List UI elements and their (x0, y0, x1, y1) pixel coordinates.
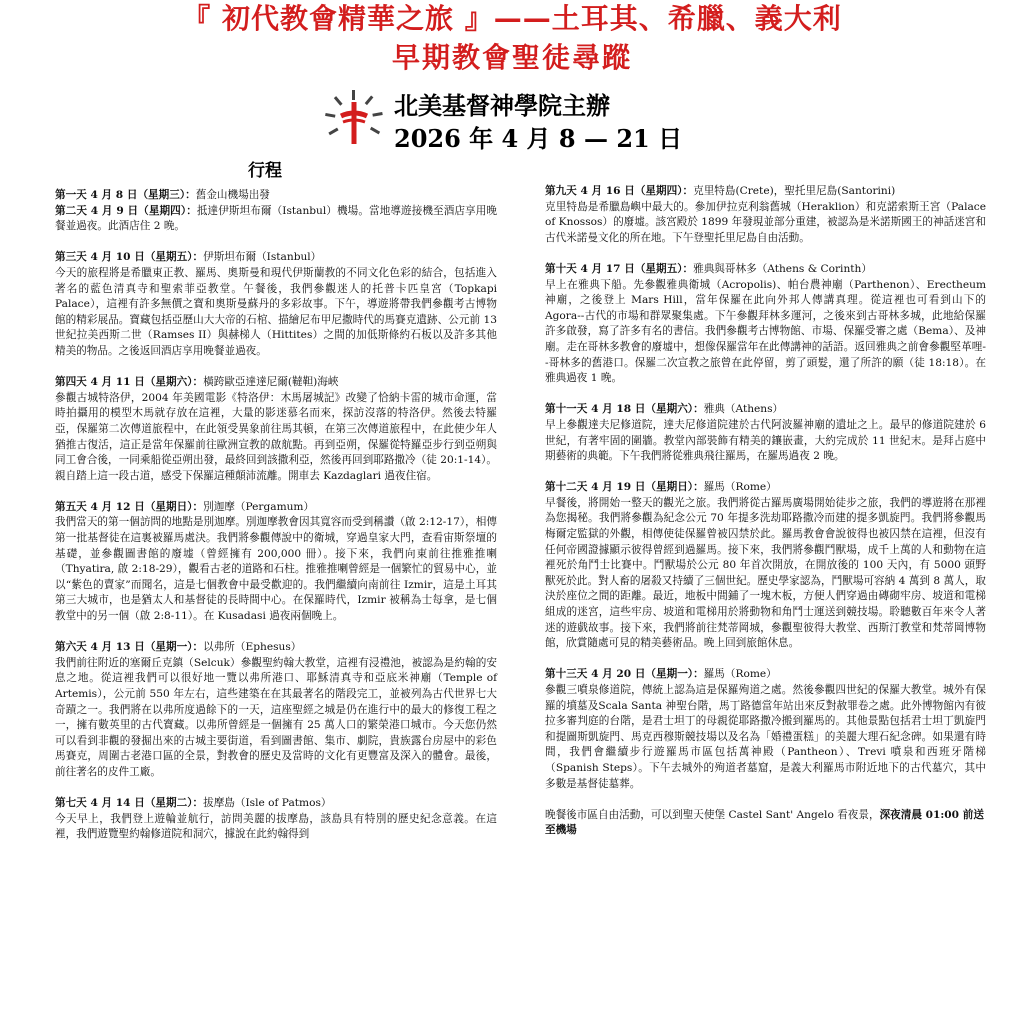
day-description: 參觀三噴泉修道院，傳統上認為這是保羅殉道之處。然後參觀四世紀的保羅大教堂。城外有保羅的墳墓及Scala Santa 神聖台階，馬丁路德當年站出來反對赦罪卷之處。此外博物館內有彼拉多審判庭的台階，是君士坦丁的母親從耶路撒冷搬到羅馬的。其他景點包括君士坦丁凱旋門和提圖斯凱旋門、馬克西穆斯競技場以及名為「婚禮蛋糕」的美麗大理石紀念碑。如果還有時間，我們會繼續步行遊羅馬市區包括萬神殿（Pantheon）、Trevi 噴泉和西班牙階梯（Spanish Steps）。下午去城外的殉道者墓窟，是義大利羅馬市附近地下的古代墓穴，其中多數是基督徒墓葬。 (545, 684, 986, 790)
day-description: 早上參觀達夫尼修道院，達夫尼修道院建於古代阿波羅神廟的遺址之上。最早的修道院建於 6 世紀，有著牢固的圍牆。教堂內部裝飾有精美的鑲嵌畫，大約完成於 11 世紀末。是拜占庭中期藝術的典範。下午我們將從雅典飛往羅馬，在羅馬過夜 2 晚。 (545, 418, 986, 463)
day-place: 別迦摩（Pergamum） (203, 500, 315, 513)
itinerary-column-left (55, 188, 497, 859)
day-description: 我們前往附近的塞爾丘克鎮（Selcuk）參觀聖約翰大教堂，這裡有浸禮池，被認為是約翰的安息之地。從這裡我們可以很好地一覽以弗所港口、耶穌清真寺和亞底米神廟（Temple of Artemis），公元前 550 年左右，這些建築在在其最著名的階段完工，並被列為古代世界七大奇蹟之一。我們將在以弗所度過餘下的一天，這座聖經之城是仍在進行中的最大的修復工程之一，擁有數英里的古代寶藏。以弗所曾經是一個擁有 25 萬人口的繁榮港口城市。今天您仍然可以看到非觀的發掘出來的古城主要街道，看到圖書館、集市、劇院，貴族露台房屋中的彩色馬賽克，周圍古老港口區的全景，對教會的歷史及當時的文化有更豐富及深入的體會。最後，前往著名的皮件工廠。 (55, 656, 497, 778)
day-date: 第五天 4 月 12 日（星期日）： (55, 500, 204, 513)
day-date: 第十一天 4 月 18 日（星期六）： (545, 403, 704, 416)
day-1 (55, 188, 497, 204)
day-2 (55, 204, 497, 235)
day-place: 羅馬（Rome） (703, 481, 777, 494)
closing-note (545, 808, 986, 839)
day-place: 伊斯坦布爾（Istanbul） (203, 251, 322, 264)
day-description: 早上在雅典下船。先參觀雅典衛城（Acropolis)、帕台農神廟（Parthenon）、Erectheum 神廟，之後登上 Mars Hill，當年保羅在此向外邦人傳講真理。從這裡也可看到山下的 Agora--古代的市場和群眾聚集處。下午參觀拜林多運河，之後來到古哥林多城，此地給保羅許多啟發，寫了許多有名的書信。我們參觀考古博物館、市場、保羅受審之處（Bema）、及神廟。走在哥林多教會的廢墟中，想像保羅當年在此傳講神的話語。返回雅典之前會參觀堅革哩--哥林多的舊港口。保羅二次宣教之旅曾在此停留，剪了頭髮，還了所許的願（徒 18:18）。在雅典過夜 1 晚。 (545, 278, 986, 385)
day-10 (545, 262, 986, 387)
day-12 (545, 480, 986, 652)
day-description: 參觀古城特洛伊，2004 年美國電影《特洛伊：木馬屠城記》改變了恰納卡雷的城市命運，當時拍攝用的模型木馬就存放在這裡，大量的影迷慕名而來，探訪沒落的特洛伊。然後去特羅亞，保羅第二次傳道旅程中，在此領受異象前往馬其頓，在第三次傳道旅程中，在此使少年人猶推古復活，這正是當年保羅前往歐洲宣教的啟航點。再到亞朔，保羅從特羅亞步行到亞朔與同工會合後，一同乘船從亞朔出發，最終回到該撒利亞，然後再回到耶路撒冷（徒 20:1-14）。親自踏上這一段古道，感受下保羅這種顛沛流離。開車去 Kazdaglari 過夜住宿。 (55, 391, 497, 482)
day-description: 克里特島是希臘島嶼中最大的。參加伊拉克利翁舊城（Heraklion）和克諾索斯王宮（Palace of Knossos）的廢墟。該宮殿於 1899 年發現並部分重建，被認為是米諾斯國王的神話迷宮和古代米諾曼文化的所在地。下午登聖托里尼島自由活動。 (545, 200, 986, 244)
day-description: 早餐後，將開始一整天的觀光之旅。我們將從古羅馬廣場開始徒步之旅，我們的導遊將在那裡為您揭秘。我們將參觀為紀念公元 70 年提多洗劫耶路撒冷而建的提多凱旋門。我們將參觀馬梅爾定監獄的外觀，相傳使徒保羅曾被囚禁於此。羅馬教會會說彼得也被囚禁在這裡，但沒有任何帝國證據顯示彼得曾經到過羅馬。接下來，我們將參觀鬥獸場，成千上萬的人和動物在這裡死於角鬥士比賽中。鬥獸場於公元 80 年首次開放，在開放後的 100 天內，有 5000 頭野獸死於此。對人畜的屠殺又持續了三個世紀。歷史學家認為，鬥獸場可容納 4 萬到 8 萬人，取決於座位之間的距離。最近，地板中間鋪了一塊木板，方便人們穿過由磚砌牢房、坡道和電梯組成的迷宮，這些牢房、坡道和電梯用於將動物和角鬥士運送到競技場。聆聽數百年來令人著迷的遊戲故事。接下來，我們將前往梵蒂岡城，參觀聖彼得大教堂、西斯汀教堂和梵蒂岡博物館，欣賞隨處可見的精美藝術品。晚上回到旅館休息。 (545, 496, 986, 650)
day-place: 抵達伊斯坦布爾（Istanbul）機場。當地導遊接機至酒店享用晚餐並過夜。此酒店住 2 晚。 (55, 204, 497, 233)
day-place: 舊金山機場出發 (195, 189, 270, 201)
page-subtitle: 早期教會聖徒尋蹤 (391, 41, 632, 74)
day-place: 羅馬（Rome） (703, 668, 777, 681)
day-date: 第三天 4 月 10 日（星期五）： (55, 251, 204, 264)
day-description: 今天早上，我們登上遊輪並航行，訪問美麗的拔摩島，該島具有特別的歷史紀念意義。在這裡，我們遊覽聖約翰修道院和洞穴，據說在此約翰得到 (55, 812, 497, 841)
day-date: 第一天 4 月 8 日（星期三）： (55, 189, 196, 201)
day-place: 以弗所（Ephesus） (203, 641, 302, 654)
day-date: 第七天 4 月 14 日（星期二）： (55, 797, 204, 810)
day-place: 橫跨歐亞達達尼爾(韃靼)海峽 (203, 376, 339, 389)
itinerary-column-right (545, 184, 986, 839)
day-date: 第十三天 4 月 20 日（星期一）： (545, 668, 704, 681)
seminary-logo-icon (323, 88, 385, 150)
day-place: 雅典與哥林多（Athens & Corinth） (693, 262, 872, 275)
day-place: 雅典（Athens） (703, 403, 784, 416)
itinerary-heading: 行程 (248, 161, 282, 181)
day-4 (55, 375, 497, 484)
day-place: 克里特島(Crete)，聖托里尼島(Santorini) (693, 185, 896, 197)
day-11 (545, 402, 986, 464)
day-date: 第十天 4 月 17 日（星期五）： (545, 262, 694, 275)
day-place: 拔摩島（Isle of Patmos） (203, 797, 332, 810)
day-7 (55, 796, 497, 843)
day-date: 第四天 4 月 11 日（星期六）： (55, 376, 204, 389)
day-date: 第九天 4 月 16 日（星期四）： (545, 185, 694, 197)
day-9 (545, 184, 986, 246)
day-6 (55, 640, 497, 780)
day-date: 第六天 4 月 13 日（星期一）： (55, 641, 204, 654)
day-5 (55, 500, 497, 625)
trip-dates: 2026 年 4 月 8 — 21 日 (394, 124, 683, 153)
closing-bold-text: 深夜清晨 01:00 前送至機場 (545, 808, 984, 837)
day-description: 今天的旅程將是希臘東正教、羅馬、奧斯曼和現代伊斯蘭教的不同文化色彩的結合，包括進入著名的藍色清真寺和聖索菲亞教堂。午餐後，我們參觀迷人的托普卡匹皇宮（Topkapi Palace），這裡有許多無價之寶和奧斯曼蘇丹的多彩故事。下午，導遊將帶我們參觀考古博物館的精彩展品。寶藏包括亞歷山大大帝的石棺、描繪尼布甲尼撒時代的馬賽克遺跡、公元前 13 世紀拉美西斯二世（Ramses II）與赫梯人（Hittites）之間的加低斯條約石板以及許多其他精美的物品。之後返回酒店享用晚餐並過夜。 (55, 266, 497, 357)
day-13 (545, 667, 986, 792)
day-3 (55, 250, 497, 359)
organizer: 北美基督神學院主辦 (394, 92, 610, 120)
day-date: 第十二天 4 月 19 日（星期日）： (545, 481, 704, 494)
day-description: 我們當天的第一個訪問的地點是別迦摩。別迦摩教會因其寬容而受到稱讚（啟 2:12-17），相傳第一批基督徒在這裏被羅馬處決。我們將參觀傳說中的衛城，穿過皇家大門，查看宙斯祭壇的基礎，並參觀圖書館的廢墟（曾經擁有 200,000 冊）。接下來，我們向東前往推雅推喇（Thyatira, 啟 2:18-29），觀看古老的道路和石柱。推雅推喇曾經是一個繁忙的貿易中心，並以“紫色的賣家”而聞名，這是七個教會中最受歡迎的。我們繼續向南前往 Izmir，這是土耳其第三大城市，也是猶太人和基督徒的長時間中心。在保羅時代，Izmir 被稱為士每拿，是七個教堂中的另一個（啟 2:8-11）。在 Kusadasi 過夜兩個晚上。 (55, 516, 497, 623)
day-date: 第二天 4 月 9 日（星期四）： (55, 204, 197, 217)
page-title: 『 初代教會精華之旅 』——土耳其、希臘、義大利 (182, 2, 842, 35)
closing-text: 晚餐後市區自由活動，可以到聖天使堡 Castel Sant' Angelo 看夜景， (545, 808, 880, 821)
